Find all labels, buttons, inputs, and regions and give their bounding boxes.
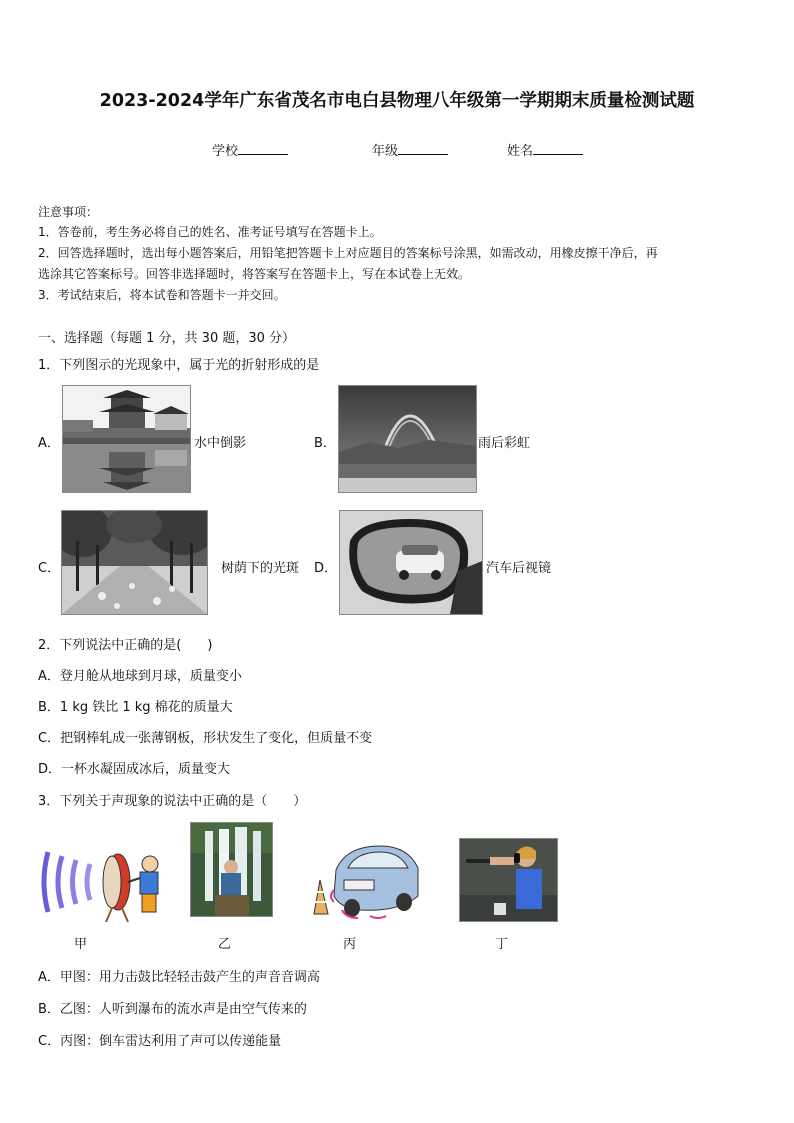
- question-2-stem: 2．下列说法中正确的是( ): [38, 638, 213, 653]
- reversing-car-figure: [300, 840, 422, 922]
- waterfall-figure: [190, 822, 273, 917]
- pagoda-reflection-image: [62, 385, 191, 493]
- grade-field[interactable]: [372, 140, 448, 159]
- section-heading: 一、选择题（每题 1 分，共 30 题，30 分）: [38, 331, 296, 346]
- school-blank[interactable]: [238, 142, 288, 155]
- rainbow-image: [338, 385, 477, 493]
- notice-item: 1．答卷前，考生务必将自己的姓名、准考证号填写在答题卡上。: [38, 225, 382, 239]
- grade-blank[interactable]: [398, 142, 448, 155]
- school-field[interactable]: [212, 140, 288, 159]
- q1-option-d-letter[interactable]: D．: [314, 561, 338, 576]
- grade-label: 年级: [372, 144, 399, 159]
- q2-option-d[interactable]: D．一杯水凝固成冰后，质量变大: [38, 762, 231, 777]
- q1-option-a-letter[interactable]: A．: [38, 436, 60, 451]
- figure-label-jia: 甲: [74, 937, 88, 952]
- figure-label-yi: 乙: [218, 937, 232, 952]
- notice-heading: 注意事项：: [38, 205, 99, 219]
- notice-item: 3．考试结束后，将本试卷和答题卡一并交回。: [38, 288, 286, 302]
- q1-option-b-caption: 雨后彩虹: [478, 436, 531, 451]
- q3-option-c[interactable]: C．丙图：倒车雷达利用了声可以传递能量: [38, 1034, 282, 1049]
- drum-figure: [40, 842, 168, 922]
- q1-option-c-caption: 树荫下的光斑: [221, 561, 300, 576]
- tree-shade-image: [61, 510, 208, 615]
- figure-label-bing: 丙: [343, 937, 357, 952]
- q1-option-d-caption: 汽车后视镜: [486, 561, 552, 576]
- name-field[interactable]: [507, 140, 583, 159]
- q1-option-a-caption: 水中倒影: [194, 436, 247, 451]
- notice-item: 2．回答选择题时，选出每小题答案后，用铅笔把答题卡上对应题目的答案标号涂黑，如需改动，用橡皮擦干净后，再: [38, 246, 658, 260]
- name-blank[interactable]: [533, 142, 583, 155]
- q2-option-b[interactable]: B．1 kg 铁比 1 kg 棉花的质量大: [38, 700, 233, 715]
- shooter-figure: [459, 838, 558, 922]
- school-label: 学校: [212, 144, 239, 159]
- rearview-mirror-image: [339, 510, 483, 615]
- figure-label-ding: 丁: [495, 937, 509, 952]
- name-label: 姓名: [507, 144, 534, 159]
- page-title: 2023-2024学年广东省茂名市电白县物理八年级第一学期期末质量检测试题: [99, 91, 695, 111]
- q1-option-b-letter[interactable]: B．: [314, 436, 336, 451]
- q2-option-c[interactable]: C．把钢棒轧成一张薄钢板，形状发生了变化，但质量不变: [38, 731, 373, 746]
- q3-option-a[interactable]: A．甲图：用力击鼓比轻轻击鼓产生的声音音调高: [38, 970, 320, 985]
- q3-option-b[interactable]: B．乙图：人听到瀑布的流水声是由空气传来的: [38, 1002, 307, 1017]
- q2-option-a[interactable]: A．登月舱从地球到月球，质量变小: [38, 669, 242, 684]
- q1-option-c-letter[interactable]: C．: [38, 561, 61, 576]
- notice-item: 选涂其它答案标号。回答非选择题时，将答案写在答题卡上，写在本试卷上无效。: [38, 267, 471, 281]
- question-3-stem: 3．下列关于声现象的说法中正确的是（ ）: [38, 794, 307, 809]
- question-1-stem: 1．下列图示的光现象中，属于光的折射形成的是: [38, 358, 320, 373]
